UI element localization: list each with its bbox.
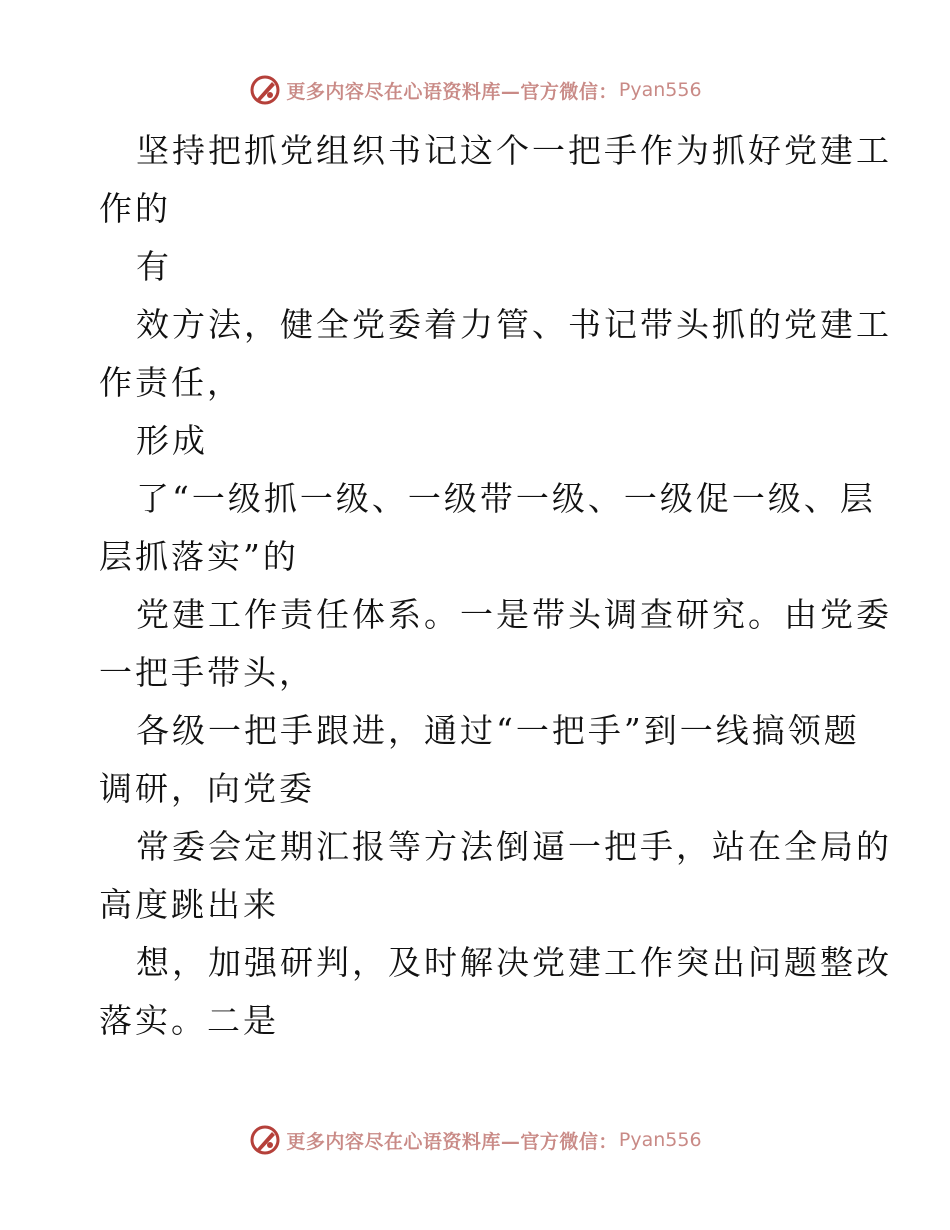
line: 作的 — [99, 189, 171, 228]
watermark-banner-bottom — [0, 1120, 950, 1160]
line: 形成 — [136, 421, 208, 460]
document-body — [99, 122, 892, 1050]
line: 调研，向党委 — [99, 769, 315, 808]
line: 效方法，健全党委着力管、书记带头抓的党建工 — [136, 305, 892, 344]
paragraph — [99, 586, 892, 702]
line: 落实。二是 — [99, 1001, 279, 1040]
watermark-banner-top — [0, 70, 950, 110]
pen-logo-icon — [248, 1123, 282, 1157]
watermark-text: 更多内容尽在心语资料库—官方微信： — [286, 1130, 618, 1153]
line: 高度跳出来 — [99, 885, 279, 924]
paragraph — [99, 412, 859, 470]
watermark-handle: Pyan556 — [618, 1129, 702, 1151]
paragraph — [99, 296, 892, 412]
paragraph — [99, 702, 859, 818]
paragraph — [99, 470, 876, 586]
watermark-text: 更多内容尽在心语资料库—官方微信： — [286, 80, 618, 103]
pen-logo-icon — [248, 73, 282, 107]
paragraph — [99, 238, 859, 296]
line: 有 — [136, 247, 172, 286]
line: 作责任， — [99, 363, 243, 402]
watermark-handle: Pyan556 — [618, 79, 702, 101]
paragraph — [99, 122, 892, 238]
line: 想，加强研判，及时解决党建工作突出问题整改 — [136, 943, 892, 982]
line: 一把手带头， — [99, 653, 315, 692]
line: 坚持把抓党组织书记这个一把手作为抓好党建工 — [136, 131, 892, 170]
line: 层抓落实”的 — [99, 537, 299, 576]
line: 各级一把手跟进，通过“一把手”到一线搞领题 — [136, 711, 860, 750]
paragraph — [99, 818, 892, 934]
line: 了“一级抓一级、一级带一级、一级促一级、层 — [136, 479, 876, 518]
line: 党建工作责任体系。一是带头调查研究。由党委 — [136, 595, 892, 634]
paragraph — [99, 934, 892, 1050]
line: 常委会定期汇报等方法倒逼一把手，站在全局的 — [136, 827, 892, 866]
